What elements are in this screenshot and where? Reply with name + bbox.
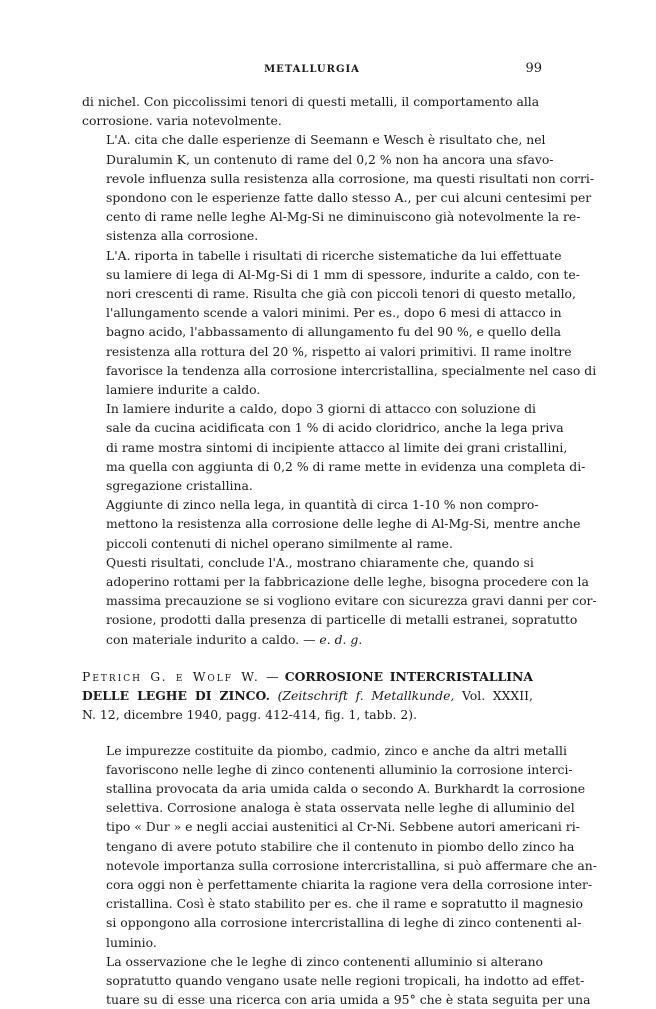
text-line: ma quella con aggiunta di 0,2 % di rame mette in evidenza una completa di- — [106, 458, 586, 474]
paragraph-intro — [82, 92, 540, 130]
text-line: cento di rame nelle leghe Al-Mg-Si ne diminuiscono già notevolmente la re- — [106, 209, 581, 225]
text-fragment: con materiale indurito a caldo. — [106, 631, 300, 647]
page-number: 99 — [525, 61, 542, 76]
review-title-cont: DELLE LEGHE DI ZINCO. — [82, 688, 270, 704]
text-line: l'allungamento scende a valori minimi. Per es., dopo 6 mesi di attacco in — [106, 305, 562, 321]
text-line: cora oggi non è perfettamente chiarita la ragione vera della corrosione inter- — [106, 876, 593, 892]
text-line: si oppongono alla corrosione intercristallina di leghe di zinco contenenti al- — [106, 915, 582, 931]
review-authors: Petrich G. e Wolf W. — [82, 668, 260, 684]
text-line: Le impurezze costituite da piombo, cadmio, zinco e anche da altri metalli — [106, 742, 567, 758]
paragraph-impurezze — [82, 741, 597, 952]
running-header — [82, 61, 542, 82]
text-line: favoriscono nelle leghe di zinco contenenti alluminio la corrosione interci- — [106, 761, 573, 777]
text-line: luminio. — [106, 934, 157, 950]
text-line: L'A. cita che dalle esperienze di Seemann e Wesch è risultato che, nel — [106, 132, 546, 148]
text-line: sistenza alla corrosione. — [106, 228, 259, 244]
text-line: di nichel. Con piccolissimi tenori di questi metalli, il comportamento alla — [82, 94, 540, 109]
text-line: piccoli contenuti di nichel operano similmente al rame. — [106, 535, 453, 551]
heading-dash: — — [266, 668, 279, 684]
text-line: adoperino rottami per la fabbricazione delle leghe, bisogna procedere con la — [106, 574, 589, 590]
text-line: tengano di avere potuto stabilire che il contenuto in piombo dello zinco ha — [106, 838, 575, 854]
text-line — [82, 630, 533, 649]
text-line: cristallina. Così è stato stabilito per es. che il rame e sopratutto il magnesio — [106, 896, 583, 912]
review-title: CORROSIONE INTERCRISTALLINA — [284, 668, 533, 684]
text-line: di rame mostra sintomi di incipiente attacco al limite dei grani cristallini, — [106, 439, 568, 455]
paragraph-lamiere — [82, 399, 586, 495]
text-line: revole influenza sulla resistenza alla corrosione, ma questi risultati non corri- — [106, 170, 595, 186]
text-line: La osservazione che le leghe di zinco contenenti alluminio si alterano — [106, 953, 544, 969]
heading-line — [82, 667, 533, 686]
citation-line: N. 12, dicembre 1940, pagg. 412-414, fig. 1, tabb. 2). — [82, 707, 418, 723]
text-line: su lamiere di lega di Al-Mg-Si di 1 mm di spessore, indurite a caldo, con te- — [106, 266, 580, 282]
heading-line — [82, 686, 533, 705]
text-line: massima precauzione se si vogliono evitare con sicurezza gravi danni per cor- — [106, 593, 597, 609]
paragraph-osservazione — [82, 952, 591, 1009]
journal-name: (Zeitschrift f. Metallkunde, — [277, 688, 455, 704]
text-line: Aggiunte di zinco nella lega, in quantità di circa 1-10 % non compro- — [106, 497, 539, 513]
text-line: tipo « Dur » e negli acciai austenitici al Cr-Ni. Sebbene autori americani ri- — [106, 819, 580, 835]
reviewer-signature: — e. d. g. — [303, 631, 363, 647]
text-line: rosione, prodotti dalla presenza di particelle di metalli estranei, sopratutto — [106, 612, 578, 628]
text-line: selettiva. Corrosione analoga è stata osservata nelle leghe di alluminio del — [106, 800, 575, 816]
text-line: L'A. riporta in tabelle i risultati di ricerche sistematiche da lui effettuate — [106, 247, 562, 263]
paragraph-zinco — [82, 495, 581, 553]
review-heading — [82, 667, 533, 725]
running-title: METALLURGIA — [264, 64, 360, 75]
text-line: corrosione. varia notevolmente. — [82, 113, 282, 129]
text-line: favorisce la tendenza alla corrosione intercristallina, specialmente nel caso di — [106, 362, 597, 378]
body-text — [82, 92, 597, 1009]
text-line: tuare su di esse una ricerca con aria umida a 95° che è stata seguita per una — [106, 992, 591, 1008]
text-line: sale da cucina acidificata con 1 % di acido cloridrico, anche la lega priva — [106, 420, 564, 436]
journal-volume: Vol. XXXII, — [461, 688, 533, 704]
paragraph-conclusion — [82, 553, 597, 649]
text-line: stallina provocata da aria umida calda o secondo A. Burkhardt la corrosione — [106, 780, 586, 796]
text-line: nori crescenti di rame. Risulta che già con piccoli tenori di questo metallo, — [106, 286, 576, 302]
paragraph-seemann — [82, 130, 595, 245]
text-line: Duralumin K, un contenuto di rame del 0,2 % non ha ancora una sfavo- — [106, 151, 554, 167]
text-line: lamiere indurite a caldo. — [106, 382, 261, 398]
text-line: In lamiere indurite a caldo, dopo 3 giorni di attacco con soluzione di — [106, 401, 536, 417]
paragraph-tables — [82, 246, 597, 400]
text-line: bagno acido, l'abbassamento di allungamento fu del 90 %, e quello della — [106, 324, 562, 340]
text-line: mettono la resistenza alla corrosione delle leghe di Al-Mg-Si, mentre anche — [106, 516, 581, 532]
text-line: notevole importanza sulla corrosione intercristallina, si può affermare che an- — [106, 857, 597, 873]
text-line: sopratutto quando vengano usate nelle regioni tropicali, ha indotto ad effet- — [106, 972, 585, 988]
text-line: resistenza alla rottura del 20 %, rispetto ai valori primitivi. Il rame inoltre — [106, 343, 572, 359]
text-line: sgregazione cristallina. — [106, 478, 253, 494]
text-line: Questi risultati, conclude l'A., mostrano chiaramente che, quando si — [106, 554, 534, 570]
text-line: spondono con le esperienze fatte dallo stesso A., per cui alcuni centesimi per — [106, 190, 592, 206]
